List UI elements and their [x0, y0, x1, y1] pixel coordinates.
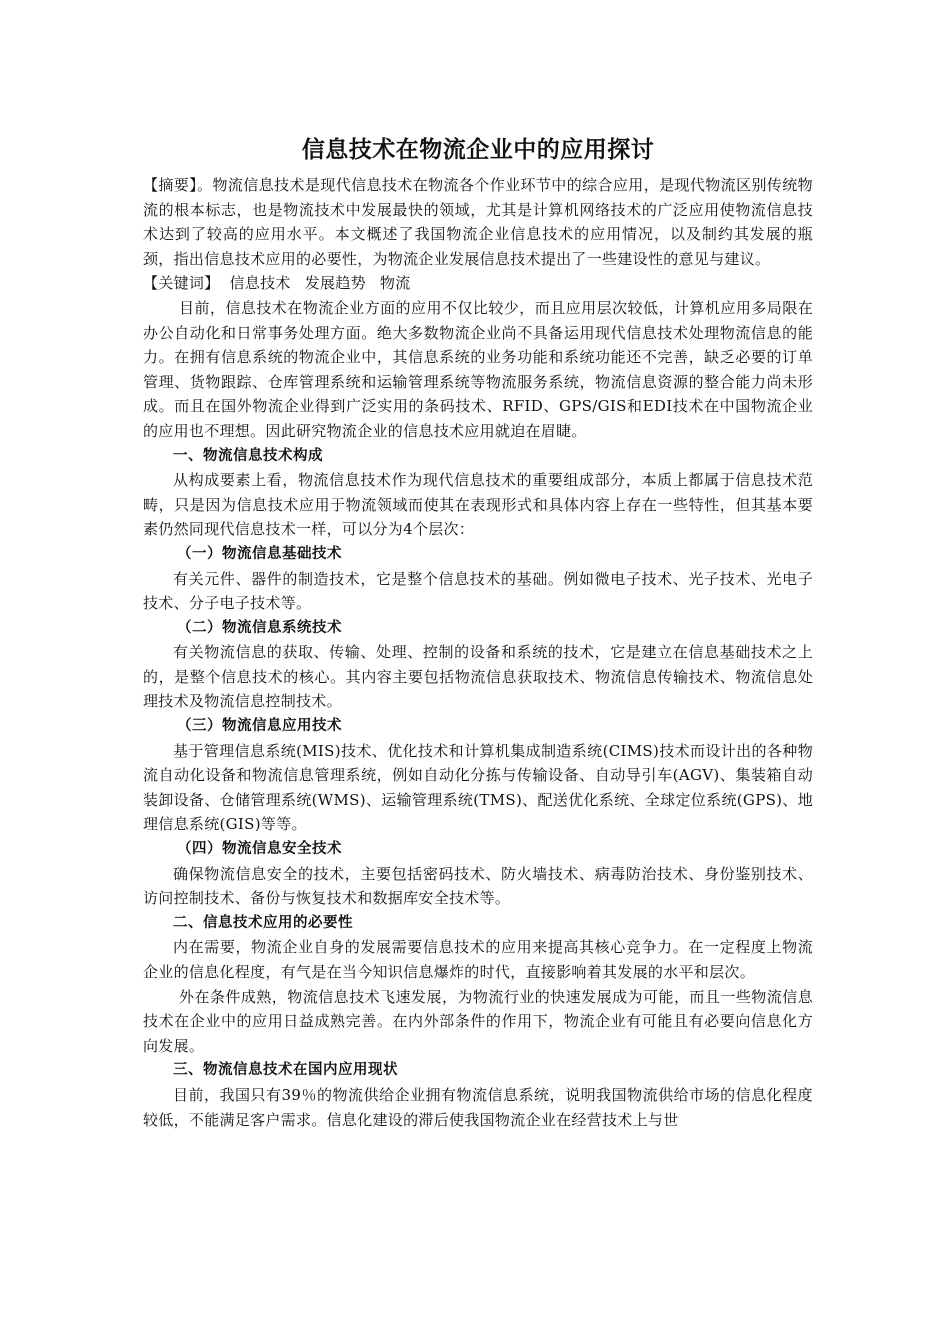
section-heading: 一、物流信息技术构成: [173, 447, 323, 464]
section-heading: 二、信息技术应用的必要性: [173, 914, 353, 931]
subsection-heading: （三）物流信息应用技术: [177, 718, 342, 735]
section-paragraph: 从构成要素上看，物流信息技术作为现代信息技术的重要组成部分，本质上都属于信息技术范畴，只是因为信息技术应用于物流领域而使其在表现形式和具体内容上存在一些特性，但其基本要素仍然同现代信息技术一样，可以分为4个层次：: [143, 471, 813, 539]
subsection-heading: （二）物流信息系统技术: [177, 619, 342, 636]
document-page: [143, 131, 813, 1132]
section-paragraph: 外在条件成熟，物流信息技术飞速发展，为物流行业的快速发展成为可能，而且一些物流信息技术在企业中的应用日益成熟完善。在内外部条件的作用下，物流企业有可能且有必要向信息化方向发展。: [143, 987, 813, 1055]
section-paragraph: 内在需要，物流企业自身的发展需要信息技术的应用来提高其核心竞争力。在一定程度上物流企业的信息化程度，有气是在当今知识信息爆炸的时代，直接影响着其发展的水平和层次。: [143, 938, 813, 981]
keywords-label: 【关键词】: [143, 274, 220, 293]
abstract-paragraph: 【摘要】。物流信息技术是现代信息技术在物流各个作业环节中的综合应用，是现代物流区别传统物流的根本标志，也是物流技术中发展最快的领域，尤其是计算机网络技术的广泛应用使物流信息技术达到了较高的应用水平。本文概述了我国物流企业信息技术的应用情况，以及制约其发展的瓶颈，指出信息技术应用的必要性，为物流企业发展信息技术提出了一些建设性的意见与建议。: [143, 176, 813, 268]
keywords-line: [143, 271, 813, 296]
subsection-heading: （四）物流信息安全技术: [177, 841, 342, 858]
document-title: 信息技术在物流企业中的应用探讨: [301, 137, 655, 163]
subsection-paragraph: 有关元件、器件的制造技术，它是整个信息技术的基础。例如微电子技术、光子技术、光电子技术、分子电子技术等。: [143, 569, 813, 613]
keyword-item: 信息技术: [229, 274, 291, 293]
intro-paragraph: 目前，信息技术在物流企业方面的应用不仅比较少，而且应用层次较低，计算机应用多局限在办公自动化和日常事务处理方面。绝大多数物流企业尚不具备运用现代信息技术处理物流信息的能力。在拥有信息系统的物流企业中，其信息系统的业务功能和系统功能还不完善，缺乏必要的订单管理、货物跟踪、仓库管理系统和运输管理系统等物流服务系统，物流信息资源的整合能力尚未形成。而且在国外物流企业得到广泛实用的条码技术、RFID、GPS/GIS和EDI技术在中国物流企业的应用也不理想。因此研究物流企业的信息技术应用就迫在眉睫。: [143, 298, 813, 440]
subsection-heading: （一）物流信息基础技术: [177, 545, 342, 562]
subsection-paragraph: 基于管理信息系统(MIS)技术、优化技术和计算机集成制造系统(CIMS)技术而设计出的各种物流自动化设备和物流信息管理系统，例如自动化分拣与传输设备、自动导引车(AGV)、集装箱自动装卸设备、仓储管理系统(WMS)、运输管理系统(TMS)、配送优化系统、全球定位系统(GPS)、地理信息系统(GIS)等等。: [143, 741, 813, 834]
section-heading: 三、物流信息技术在国内应用现状: [173, 1062, 398, 1079]
section-paragraph: 目前，我国只有39％的物流供给企业拥有物流信息系统，说明我国物流供给市场的信息化程度较低，不能满足客户需求。信息化建设的滞后使我国物流企业在经营技术上与世: [143, 1085, 813, 1129]
subsection-paragraph: 有关物流信息的获取、传输、处理、控制的设备和系统的技术，它是建立在信息基础技术之上的，是整个信息技术的核心。其内容主要包括物流信息获取技术、物流信息传输技术、物流信息处理技术及物流信息控制技术。: [143, 643, 813, 711]
subsection-paragraph: 确保物流信息安全的技术，主要包括密码技术、防火墙技术、病毒防治技术、身份鉴别技术、访问控制技术、备份与恢复技术和数据库安全技术等。: [143, 864, 813, 908]
keyword-item: 物流: [379, 274, 411, 293]
keyword-item: 发展趋势: [304, 274, 366, 293]
